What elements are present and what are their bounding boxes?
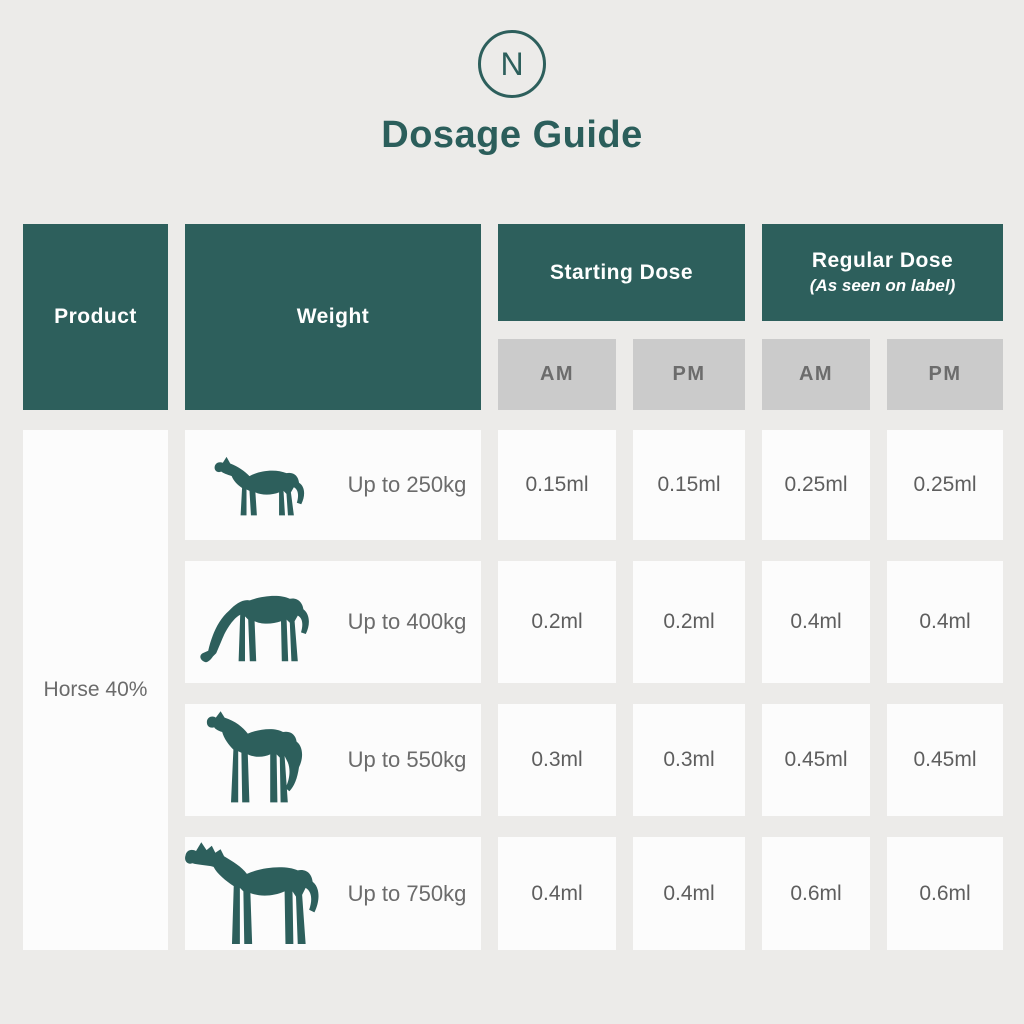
dose-regular-am: 0.45ml [762,704,870,816]
dose-starting-am: 0.15ml [498,430,616,540]
dose-starting-am: 0.2ml [498,561,616,683]
dose-regular-am: 0.6ml [762,837,870,950]
draft-horse-icon [185,837,333,951]
column-header-starting-dose [498,224,745,321]
dose-regular-am: 0.4ml [762,561,870,683]
dose-regular-pm: 0.25ml [887,430,1003,540]
pony-icon [185,448,333,522]
dose-starting-pm: 0.3ml [633,704,745,816]
dose-regular-pm: 0.45ml [887,704,1003,816]
grazing-horse-icon [185,578,333,666]
brand-logo-icon [478,30,546,98]
regular-dose-note: (As seen on label) [809,276,956,295]
table-body [23,430,1001,950]
weight-cell-250kg [185,430,481,540]
column-header-regular-dose [762,224,1003,321]
product-cell [23,430,168,950]
dosage-table [23,224,1001,950]
dose-starting-am: 0.3ml [498,704,616,816]
column-header-product: Product [23,224,168,410]
logo-letter: N [500,46,524,82]
dose-regular-pm: 0.6ml [887,837,1003,950]
product-name: Horse 40% [43,678,148,701]
dose-regular-pm: 0.4ml [887,561,1003,683]
table-header [23,224,1001,410]
weight-label: Up to 550kg [347,747,467,772]
column-header-weight: Weight [185,224,481,410]
weight-label: Up to 250kg [347,472,467,497]
cob-horse-icon [185,708,333,812]
regular-dose-label: Regular Dose [811,249,954,272]
subheader-regular-pm: PM [887,339,1003,410]
subheader-regular-am: AM [762,339,870,410]
weight-cell-750kg [185,837,481,950]
page-title: Dosage Guide [381,114,643,156]
subheader-starting-am: AM [498,339,616,410]
weight-cell-400kg [185,561,481,683]
subheader-starting-pm: PM [633,339,745,410]
weight-label: Up to 400kg [347,609,467,634]
dose-starting-pm: 0.2ml [633,561,745,683]
dose-regular-am: 0.25ml [762,430,870,540]
header [0,30,1024,157]
starting-dose-label: Starting Dose [549,260,694,284]
dose-starting-pm: 0.15ml [633,430,745,540]
weight-cell-550kg [185,704,481,816]
dose-starting-am: 0.4ml [498,837,616,950]
dose-starting-pm: 0.4ml [633,837,745,950]
weight-label: Up to 750kg [347,880,467,906]
